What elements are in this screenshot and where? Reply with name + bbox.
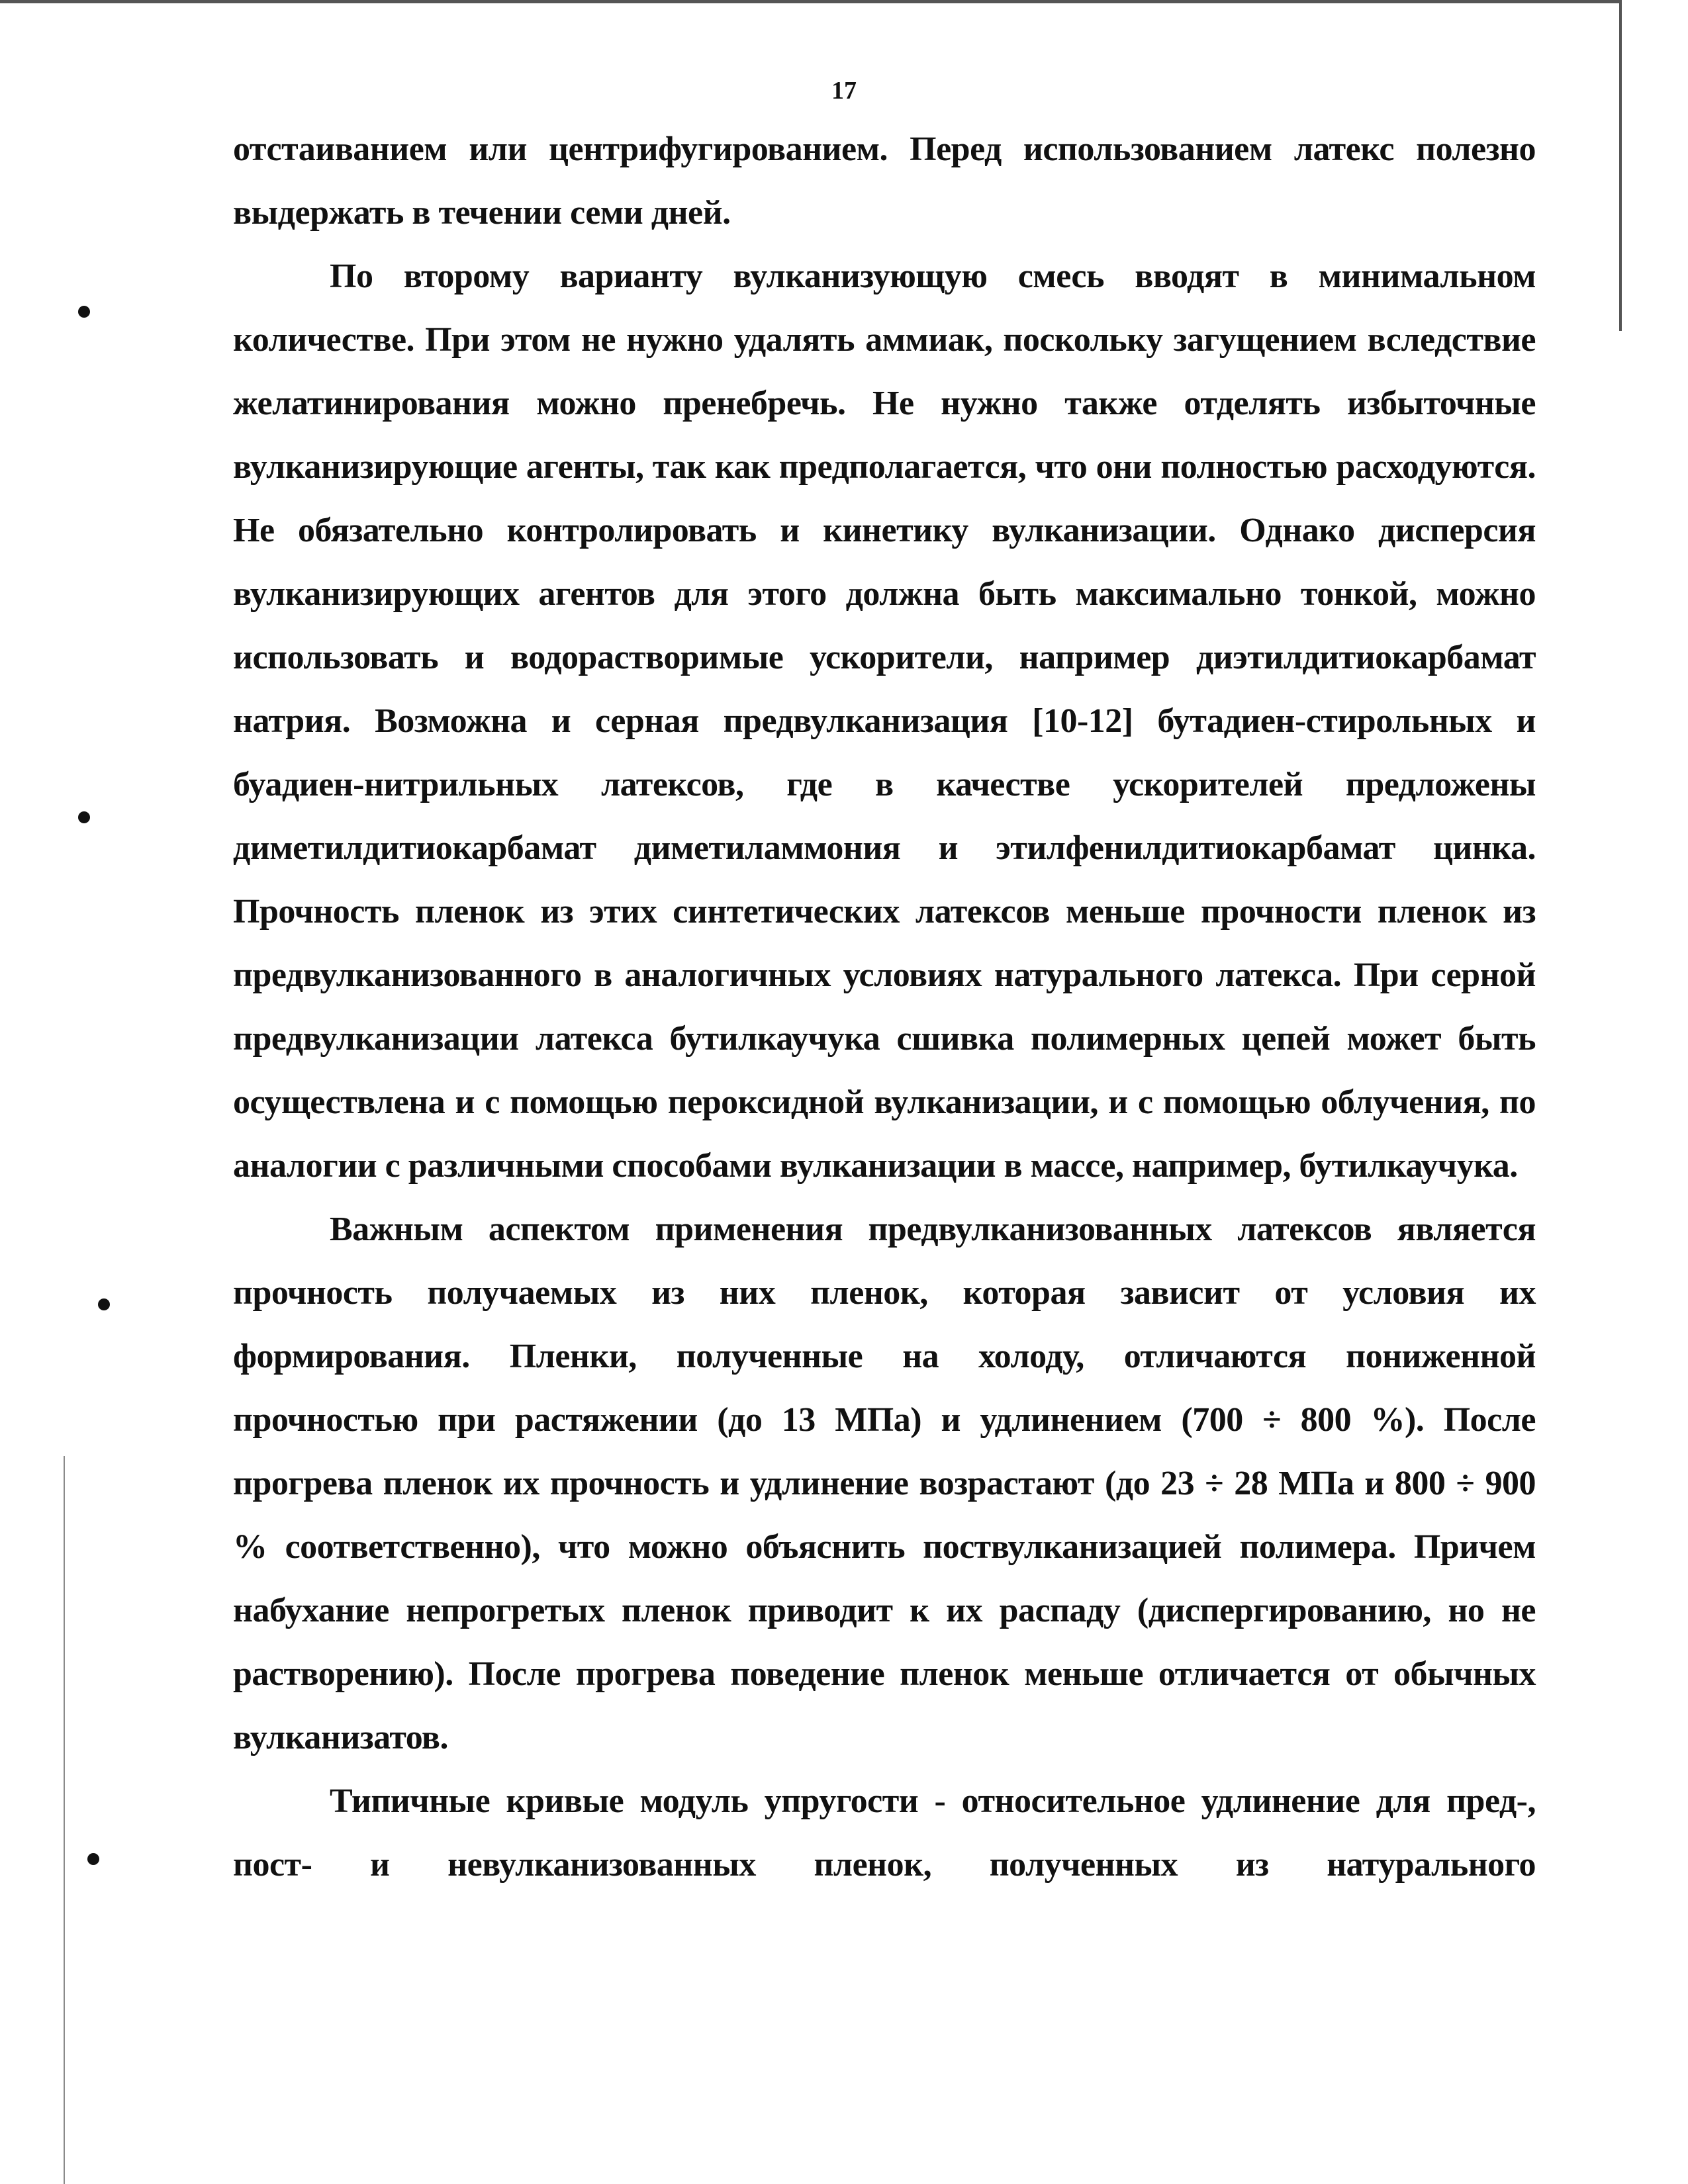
scan-left-margin-line [64,1456,65,2184]
body-text [233,118,1536,1897]
page-number: 17 [831,77,857,105]
paragraph-second-variant: По второму варианту вулканизующую смесь вводят в минимальном количестве. При этом не нужно удалять аммиак, поскольку загущением вследствие желатинирования можно пренебречь. Не нужно также отделять избыточные вулканизирующие агенты, так как предполагается, что они полностью расходуются. Не обязательно контролировать и кинетику вулканизации. Однако дисперсия вулканизирующих агентов для этого должна быть максимально тонкой, можно использовать и водорастворимые ускорители, например диэтилдитиокарбамат натрия. Возможна и серная предвулканизация [10-12] бутадиен-стирольных и буадиен-нитрильных латексов, где в качестве ускорителей предложены диметилдитиокарбамат диметиламмония и этилфенилдитиокарбамат цинка. Прочность пленок из этих синтетических латексов меньше прочности пленок из предвулканизованного в аналогичных условиях натурального латекса. При серной предвулканизации латекса бутилкаучука сшивка полимерных цепей может быть осуществлена и с помощью пероксидной вулканизации, и с помощью облучения, по аналогии с различными способами вулканизации в массе, например, бутилкаучука. [233,257,1536,1185]
hole-punch-mark [87,1853,99,1865]
scan-top-edge [0,0,1622,3]
scan-right-edge [1619,0,1622,331]
hole-punch-mark [98,1298,110,1310]
hole-punch-mark [78,306,90,318]
paragraph-typical-curves: Типичные кривые модуль упругости - относительное удлинение для пред-, пост- и невулканизованных пленок, полученных из натурального [233,1782,1536,1884]
paragraph-continuation: отстаиванием или центрифугированием. Перед использованием латекс полезно выдержать в течении семи дней. [233,130,1536,232]
paragraph-film-strength: Важным аспектом применения предвулканизованных латексов является прочность получаемых из них пленок, которая зависит от условия их формирования. Пленки, полученные на холоду, отличаются пониженной прочностью при растяжении (до 13 МПа) и удлинением (700 ÷ 800 %). После прогрева пленок их прочность и удлинение возрастают (до 23 ÷ 28 МПа и 800 ÷ 900 % соответственно), что можно объяснить поствулканизацией полимера. Причем набухание непрогретых пленок приводит к их распаду (диспергированию, но не растворению). После прогрева поведение пленок меньше отличается от обычных вулканизатов. [233,1210,1536,1756]
hole-punch-mark [78,811,90,823]
